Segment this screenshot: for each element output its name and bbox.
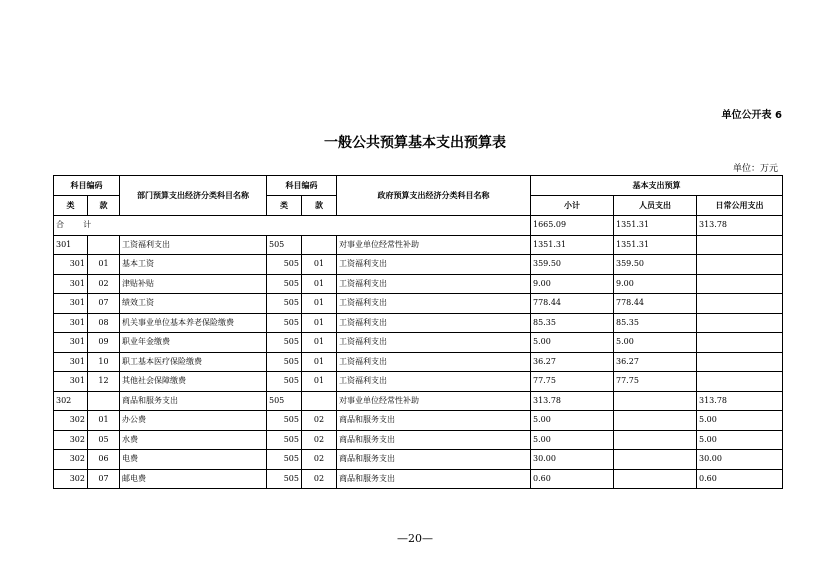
kuan-cell: 07 [88,469,120,489]
daily-cell: 313.78 [697,391,783,411]
gov-name-cell: 工资福利支出 [337,274,531,294]
gov-kuan-cell [302,391,337,411]
lei-cell: 302 [54,391,88,411]
personnel-cell: 1351.31 [614,235,697,255]
subtotal-cell: 5.00 [531,333,614,353]
subtotal-cell: 0.60 [531,469,614,489]
gov-lei-header: 类 [267,196,302,216]
lei-cell: 301 [54,333,88,353]
dept-name-cell: 机关事业单位基本养老保险缴费 [120,313,267,333]
lei-cell: 301 [54,313,88,333]
total-row [54,216,783,236]
daily-header: 日常公用支出 [697,196,783,216]
daily-cell [697,274,783,294]
gov-lei-cell: 505 [267,313,302,333]
personnel-cell: 85.35 [614,313,697,333]
table-body [54,216,783,489]
total-daily: 313.78 [697,216,783,236]
daily-cell [697,255,783,275]
subtotal-cell: 1351.31 [531,235,614,255]
kuan-cell [88,235,120,255]
group-row [54,391,783,411]
dept-name-cell: 工资福利支出 [120,235,267,255]
gov-kuan-cell: 01 [302,352,337,372]
gov-name-cell: 对事业单位经常性补助 [337,235,531,255]
table-row [54,333,783,353]
personnel-cell [614,450,697,470]
lei-cell: 302 [54,450,88,470]
total-subtotal: 1665.09 [531,216,614,236]
page-number: —20— [397,532,433,545]
subtotal-cell: 85.35 [531,313,614,333]
kuan-cell: 06 [88,450,120,470]
dept-name-cell: 其他社会保障缴费 [120,372,267,392]
dept-name-cell: 职工基本医疗保险缴费 [120,352,267,372]
kuan-cell: 02 [88,274,120,294]
subtotal-cell: 30.00 [531,450,614,470]
dept-name-cell: 职业年金缴费 [120,333,267,353]
subtotal-cell: 313.78 [531,391,614,411]
gov-name-cell: 工资福利支出 [337,313,531,333]
table-row [54,352,783,372]
gov-lei-cell: 505 [267,450,302,470]
gov-lei-cell: 505 [267,274,302,294]
table-row [54,411,783,431]
personnel-cell: 77.75 [614,372,697,392]
dept-name-header: 部门预算支出经济分类科目名称 [120,176,267,216]
daily-cell [697,235,783,255]
personnel-cell: 359.50 [614,255,697,275]
personnel-cell: 5.00 [614,333,697,353]
dept-name-cell: 水费 [120,430,267,450]
subtotal-cell: 5.00 [531,411,614,431]
lei-cell: 302 [54,469,88,489]
personnel-cell [614,411,697,431]
document-label: 单位公开表 6 [721,110,782,121]
gov-kuan-cell: 01 [302,372,337,392]
gov-kuan-cell: 02 [302,469,337,489]
gov-lei-cell: 505 [267,411,302,431]
gov-lei-cell: 505 [267,333,302,353]
gov-name-cell: 商品和服务支出 [337,411,531,431]
kuan-header: 款 [88,196,120,216]
gov-lei-cell: 505 [267,235,302,255]
gov-name-header: 政府预算支出经济分类科目名称 [337,176,531,216]
daily-cell [697,333,783,353]
daily-cell: 30.00 [697,450,783,470]
table-header [54,176,783,216]
gov-name-cell: 商品和服务支出 [337,450,531,470]
unit-label: 单位：万元 [732,164,778,174]
dept-name-cell: 基本工资 [120,255,267,275]
personnel-cell [614,430,697,450]
kuan-cell: 05 [88,430,120,450]
lei-header: 类 [54,196,88,216]
gov-kuan-cell: 01 [302,255,337,275]
dept-name-cell: 邮电费 [120,469,267,489]
gov-name-cell: 工资福利支出 [337,372,531,392]
dept-name-cell: 办公费 [120,411,267,431]
personnel-cell: 778.44 [614,294,697,314]
gov-lei-cell: 505 [267,294,302,314]
table-row [54,274,783,294]
table-row [54,255,783,275]
page-title: 一般公共预算基本支出预算表 [324,135,506,151]
gov-kuan-cell: 02 [302,450,337,470]
total-label-b: 计 [83,220,92,230]
kuan-cell: 01 [88,255,120,275]
gov-kuan-cell: 01 [302,333,337,353]
table-row [54,313,783,333]
daily-cell [697,372,783,392]
gov-lei-cell: 505 [267,430,302,450]
kuan-cell: 12 [88,372,120,392]
lei-cell: 301 [54,352,88,372]
personnel-header: 人员支出 [614,196,697,216]
kuan-cell: 08 [88,313,120,333]
gov-kuan-cell: 01 [302,313,337,333]
daily-cell [697,294,783,314]
subtotal-header: 小计 [531,196,614,216]
kuan-cell: 09 [88,333,120,353]
gov-kuan-cell: 02 [302,430,337,450]
subtotal-cell: 36.27 [531,352,614,372]
lei-cell: 301 [54,372,88,392]
gov-lei-cell: 505 [267,372,302,392]
dept-name-cell: 商品和服务支出 [120,391,267,411]
personnel-cell [614,391,697,411]
subtotal-cell: 5.00 [531,430,614,450]
gov-name-cell: 工资福利支出 [337,333,531,353]
daily-cell [697,313,783,333]
lei-cell: 302 [54,430,88,450]
table-row [54,372,783,392]
subtotal-cell: 9.00 [531,274,614,294]
gov-kuan-cell [302,235,337,255]
daily-cell [697,352,783,372]
lei-cell: 301 [54,274,88,294]
gov-lei-cell: 505 [267,255,302,275]
dept-name-cell: 津贴补贴 [120,274,267,294]
kuan-cell: 01 [88,411,120,431]
subtotal-cell: 77.75 [531,372,614,392]
gov-lei-cell: 505 [267,469,302,489]
total-label-a: 合 [56,220,64,230]
gov-name-cell: 商品和服务支出 [337,430,531,450]
gov-code-header: 科目编码 [267,176,337,196]
personnel-cell: 9.00 [614,274,697,294]
daily-cell: 5.00 [697,411,783,431]
table-row [54,450,783,470]
gov-name-cell: 对事业单位经常性补助 [337,391,531,411]
basic-budget-header: 基本支出预算 [531,176,783,196]
personnel-cell: 36.27 [614,352,697,372]
daily-cell: 5.00 [697,430,783,450]
subtotal-cell: 778.44 [531,294,614,314]
table-row [54,294,783,314]
lei-cell: 301 [54,235,88,255]
group-row [54,235,783,255]
lei-cell: 301 [54,294,88,314]
table-row [54,469,783,489]
gov-name-cell: 工资福利支出 [337,255,531,275]
kuan-cell: 07 [88,294,120,314]
gov-lei-cell: 505 [267,391,302,411]
table-row [54,430,783,450]
total-personnel: 1351.31 [614,216,697,236]
gov-kuan-cell: 01 [302,294,337,314]
gov-lei-cell: 505 [267,352,302,372]
kuan-cell: 10 [88,352,120,372]
dept-name-cell: 绩效工资 [120,294,267,314]
lei-cell: 302 [54,411,88,431]
dept-code-header: 科目编码 [54,176,120,196]
kuan-cell [88,391,120,411]
subtotal-cell: 359.50 [531,255,614,275]
lei-cell: 301 [54,255,88,275]
gov-name-cell: 工资福利支出 [337,294,531,314]
gov-name-cell: 商品和服务支出 [337,469,531,489]
budget-table [53,175,783,489]
gov-name-cell: 工资福利支出 [337,352,531,372]
gov-kuan-cell: 01 [302,274,337,294]
gov-kuan-header: 款 [302,196,337,216]
daily-cell: 0.60 [697,469,783,489]
gov-kuan-cell: 02 [302,411,337,431]
dept-name-cell: 电费 [120,450,267,470]
personnel-cell [614,469,697,489]
